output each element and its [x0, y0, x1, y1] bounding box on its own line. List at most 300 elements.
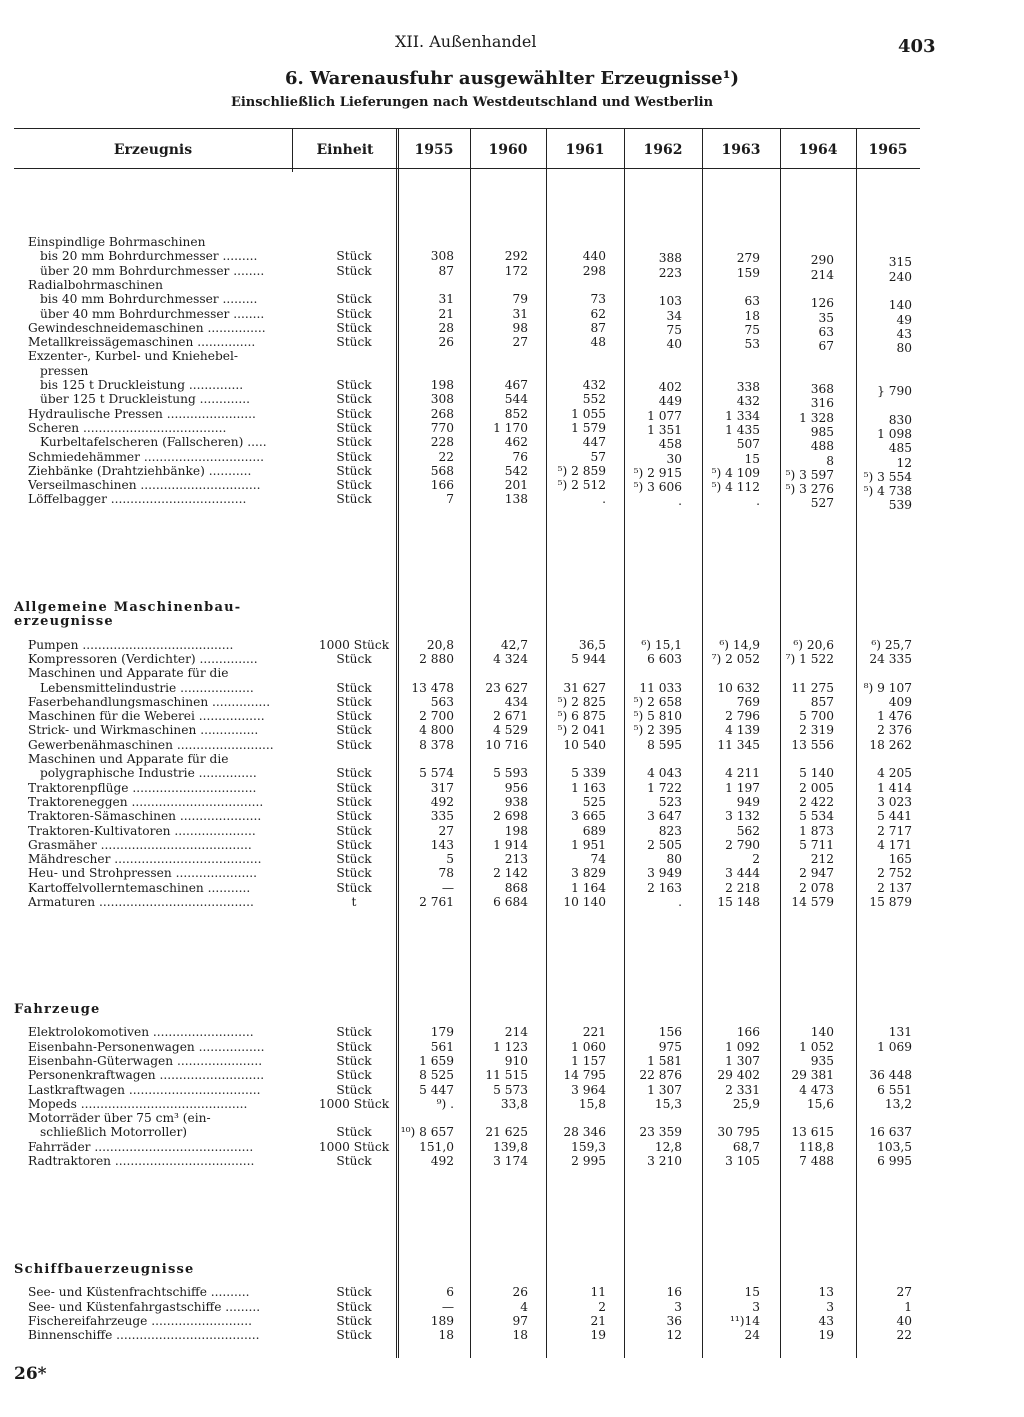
cell-1955: 5 447: [419, 1082, 454, 1097]
row-label: Mähdrescher ......................................: [28, 852, 262, 867]
table-row: [0, 249, 1024, 270]
cell-1955: 13 478: [411, 680, 454, 695]
cell-1963: 432: [736, 394, 760, 409]
row-label: über 125 t Druckleistung .............: [40, 392, 251, 407]
cell-1964: 5 711: [799, 837, 834, 852]
cell-1965: 18 262: [869, 737, 912, 752]
row-label: Mopeds ...........................................: [28, 1096, 248, 1111]
cell-1964: 5 700: [799, 709, 834, 724]
cell-1962: 103: [658, 294, 682, 309]
cell-1962: 975: [658, 1039, 682, 1054]
cell-1961: 689: [582, 823, 606, 838]
table-row: [0, 809, 1024, 823]
cell-1961: ⁵) 2 859: [557, 463, 606, 478]
row-unit: Stück: [336, 1025, 372, 1040]
cell-1965: 240: [888, 269, 912, 284]
cell-1955: 568: [430, 463, 454, 478]
row-label: Löffelbagger ...................................: [28, 492, 247, 507]
cell-1961: 1 157: [571, 1053, 606, 1068]
cell-1965: 2 137: [877, 880, 912, 895]
cell-1955: 143: [430, 837, 454, 852]
cell-1964: 5 140: [799, 766, 834, 781]
cell-1965: 6 995: [877, 1154, 912, 1168]
table-row: [0, 364, 1024, 378]
cell-1962: 1 307: [647, 1082, 682, 1097]
cell-1960: 172: [504, 263, 528, 278]
cell-1961: 525: [582, 794, 606, 809]
row-label: Kurbeltafelscheren (Fallscheren) .....: [40, 435, 267, 450]
cell-1963: 2 790: [725, 837, 760, 852]
cell-1963: 1 197: [725, 780, 760, 795]
row-label: Eisenbahn-Güterwagen ......................: [28, 1053, 263, 1068]
cell-1965: ⁵) 4 738: [863, 484, 912, 499]
cell-1962: 156: [658, 1025, 682, 1040]
cell-1963: 562: [736, 823, 760, 838]
cell-1963: 4 139: [725, 723, 760, 738]
cell-1955: 20,8: [426, 637, 454, 652]
row-unit: 1000 Stück: [318, 1139, 390, 1154]
table-row: [0, 881, 1024, 895]
cell-1961: 3 829: [571, 866, 606, 881]
row-unit: Stück: [336, 292, 372, 307]
cell-1964: ⁵) 3 597: [785, 467, 834, 482]
cell-1963: 2 796: [725, 709, 760, 724]
table-row: [0, 492, 1024, 513]
cell-1963: 63: [744, 294, 760, 309]
cell-1955: 2 700: [419, 709, 454, 724]
table-row: [0, 406, 1024, 427]
cell-1955: 563: [430, 694, 454, 709]
cell-1961: 2: [598, 1299, 606, 1314]
cell-1965: 40: [896, 1313, 912, 1328]
cell-1955: 179: [430, 1025, 454, 1040]
row-unit: Stück: [336, 680, 372, 695]
row-label: Heu- und Strohpressen .....................: [28, 866, 257, 881]
row-label: Metallkreissägemaschinen ...............: [28, 335, 256, 350]
section-title: Fahrzeuge: [14, 1002, 101, 1017]
cell-1965: 830: [888, 412, 912, 427]
cell-1960: 544: [504, 392, 528, 407]
cell-1965: 4 205: [877, 766, 912, 781]
table-row: [0, 895, 1024, 909]
cell-1965: 24 335: [869, 651, 912, 666]
col-header-1963: 1963: [721, 142, 761, 158]
cell-1965: ⁵) 3 554: [863, 469, 912, 484]
cell-1960: 5 593: [493, 766, 528, 781]
cell-1962: .: [678, 895, 682, 909]
cell-1955: 151,0: [419, 1139, 454, 1154]
cell-1955: 6: [446, 1285, 454, 1300]
row-unit: Stück: [336, 406, 372, 421]
cell-1961: 1 060: [571, 1039, 606, 1054]
cell-1962: ⁵) 3 606: [633, 480, 682, 495]
cell-1965: 1 476: [877, 709, 912, 724]
row-label: Traktoren-Kultivatoren .....................: [28, 823, 256, 838]
cell-1964: 1 328: [799, 410, 834, 425]
table-row: [0, 449, 1024, 470]
cell-1965: ⁸) 9 107: [863, 680, 912, 695]
cell-1961: 3 665: [571, 809, 606, 824]
col-header-1965: 1965: [868, 142, 908, 158]
cell-1960: 213: [504, 852, 528, 867]
cell-1963: 75: [744, 322, 760, 337]
table-row: [0, 1040, 1024, 1054]
cell-1961: 15,8: [578, 1096, 606, 1111]
cell-1962: 8 595: [647, 737, 682, 752]
row-unit: Stück: [336, 335, 372, 350]
cell-1964: ⁵) 3 276: [785, 482, 834, 497]
cell-1964: 212: [810, 852, 834, 867]
row-label: Schmiedehämmer ...............................: [28, 449, 264, 464]
cell-1962: 1 077: [647, 408, 682, 423]
cell-1961: 1 951: [571, 837, 606, 852]
row-unit: Stück: [336, 809, 372, 824]
cell-1960: 956: [504, 780, 528, 795]
cell-1962: ⁶) 15,1: [641, 637, 682, 652]
cell-1962: 223: [658, 265, 682, 280]
cell-1965: 27: [896, 1285, 912, 1300]
cell-1963: 18: [744, 308, 760, 323]
cell-1963: ⁵) 4 112: [711, 480, 760, 495]
row-unit: Stück: [336, 837, 372, 852]
row-unit: Stück: [336, 1068, 372, 1083]
cell-1963: 4 211: [725, 766, 760, 781]
cell-1965: 140: [888, 298, 912, 313]
table-row: [0, 1314, 1024, 1328]
cell-1960: 27: [512, 335, 528, 350]
row-label: Kartoffelvollerntemaschinen ...........: [28, 880, 251, 895]
cell-1960: 1 170: [493, 420, 528, 435]
cell-1962: 1 722: [647, 780, 682, 795]
cell-1963: 29 402: [717, 1068, 760, 1083]
cell-1963: 769: [736, 694, 760, 709]
row-label: Ziehbänke (Drahtziehbänke) ...........: [28, 463, 252, 478]
cell-1964: 15,6: [806, 1096, 834, 1111]
cell-1962: 3 647: [647, 809, 682, 824]
cell-1965: 13,2: [884, 1096, 912, 1111]
cell-1963: 3 132: [725, 809, 760, 824]
row-unit: Stück: [336, 737, 372, 752]
row-unit: 1000 Stück: [318, 1096, 390, 1111]
cell-1964: 2 947: [799, 866, 834, 881]
cell-1964: 3: [826, 1299, 834, 1314]
cell-1965: 1 069: [877, 1039, 912, 1054]
cell-1960: 938: [504, 794, 528, 809]
cell-1963: 24: [744, 1328, 760, 1343]
table-row: [0, 638, 1024, 652]
cell-1963: 25,9: [732, 1096, 760, 1111]
row-label: bis 20 mm Bohrdurchmesser .........: [40, 249, 258, 264]
cell-1960: 1 914: [493, 837, 528, 852]
cell-1961: 5 944: [571, 651, 606, 666]
table-row: [0, 435, 1024, 456]
cell-1965: 539: [888, 498, 912, 513]
page-footer-signature: 26*: [14, 1364, 47, 1384]
cell-1955: 198: [430, 378, 454, 392]
cell-1965: 3 023: [877, 794, 912, 809]
row-unit: Stück: [336, 1053, 372, 1068]
cell-1964: 368: [810, 382, 834, 396]
cell-1962: ⁵) 2 395: [633, 723, 682, 738]
cell-1964: 290: [810, 253, 834, 268]
cell-1962: 40: [666, 337, 682, 352]
cell-1964: 43: [818, 1313, 834, 1328]
header-rule-bottom: [14, 168, 920, 169]
cell-1965: ⁶) 25,7: [871, 637, 912, 652]
cell-1955: 22: [438, 449, 454, 464]
cell-1961: 36,5: [578, 637, 606, 652]
cell-1965: 2 717: [877, 823, 912, 838]
cell-1961: 48: [590, 335, 606, 350]
cell-1960: 910: [504, 1053, 528, 1068]
table-row: [0, 723, 1024, 737]
row-label: polygraphische Industrie ...............: [40, 766, 257, 781]
cell-1961: ⁵) 2 512: [557, 478, 606, 493]
cell-1963: 2 331: [725, 1082, 760, 1097]
cell-1955: 27: [438, 823, 454, 838]
cell-1964: ⁶) 20,6: [793, 637, 834, 652]
cell-1963: 1 334: [725, 408, 760, 423]
cell-1961: 1 163: [571, 780, 606, 795]
table-row: [0, 824, 1024, 838]
cell-1960: 2 142: [493, 866, 528, 881]
col-header-1955: 1955: [414, 142, 454, 158]
cell-1961: 28 346: [563, 1125, 606, 1140]
row-unit: Stück: [336, 492, 372, 507]
cell-1962: 80: [666, 852, 682, 867]
cell-1960: 4 324: [493, 651, 528, 666]
cell-1960: 98: [512, 320, 528, 335]
cell-1964: 316: [810, 396, 834, 411]
row-label: See- und Küstenfrachtschiffe ..........: [28, 1285, 250, 1300]
row-label: Lebensmittelindustrie ...................: [40, 680, 254, 695]
row-unit: Stück: [336, 766, 372, 781]
cell-1962: 12,8: [654, 1139, 682, 1154]
cell-1961: 1 164: [571, 880, 606, 895]
cell-1961: 298: [582, 263, 606, 278]
table-row: [0, 1025, 1024, 1039]
table-row: [0, 1125, 1024, 1139]
row-label: bis 125 t Druckleistung ..............: [40, 378, 244, 392]
cell-1960: 21 625: [485, 1125, 528, 1140]
table-row: [0, 1328, 1024, 1342]
cell-1960: 10 716: [485, 737, 528, 752]
table-row: [0, 306, 1024, 327]
cell-1961: 73: [590, 292, 606, 307]
cell-1964: 63: [818, 324, 834, 339]
cell-1964: 527: [810, 496, 834, 511]
cell-1962: 30: [666, 451, 682, 466]
row-label: Personenkraftwagen ...........................: [28, 1068, 265, 1083]
cell-1955: 308: [430, 249, 454, 264]
cell-1965: 4 171: [877, 837, 912, 852]
cell-1965: 131: [888, 1025, 912, 1040]
row-label: Kompressoren (Verdichter) ...............: [28, 651, 258, 666]
cell-1964: 118,8: [799, 1139, 834, 1154]
cell-1955: 561: [430, 1039, 454, 1054]
row-unit: Stück: [336, 651, 372, 666]
row-unit: Stück: [336, 1285, 372, 1300]
row-label: Faserbehandlungsmaschinen ...............: [28, 694, 271, 709]
row-unit: Stück: [336, 1125, 372, 1140]
cell-1961: 2 995: [571, 1154, 606, 1168]
cell-1963: 507: [736, 437, 760, 452]
cell-1955: —: [441, 880, 454, 895]
cell-1955: 26: [438, 335, 454, 350]
cell-1964: 35: [818, 310, 834, 325]
row-unit: Stück: [336, 478, 372, 493]
cell-1963: 338: [736, 380, 760, 394]
row-unit: Stück: [336, 1082, 372, 1097]
cell-1955: 18: [438, 1328, 454, 1343]
cell-1962: 823: [658, 823, 682, 838]
cell-1962: 23 359: [639, 1125, 682, 1140]
row-unit: Stück: [336, 420, 372, 435]
table-row: [0, 1300, 1024, 1314]
cell-1964: 13 556: [791, 737, 834, 752]
cell-1960: 462: [504, 435, 528, 450]
cell-1962: 402: [658, 380, 682, 394]
row-label: Radialbohrmaschinen: [28, 277, 163, 292]
row-label: See- und Küstenfahrgastschiffe .........: [28, 1299, 261, 1314]
cell-1955: 2 761: [419, 895, 454, 909]
cell-1960: 852: [504, 406, 528, 421]
table-subtitle: Einschließlich Lieferungen nach Westdeutschland und Westberlin: [230, 95, 714, 110]
cell-1960: 467: [504, 378, 528, 392]
cell-1963: 159: [736, 265, 760, 280]
cell-1961: 1 055: [571, 406, 606, 421]
cell-1965: 315: [888, 255, 912, 270]
row-label: Strick- und Wirkmaschinen ...............: [28, 723, 259, 738]
cell-1955: 228: [430, 435, 454, 450]
cell-1965: 485: [888, 441, 912, 456]
cell-1963: 10 632: [717, 680, 760, 695]
table-row: [0, 666, 1024, 680]
cell-1955: 492: [430, 1154, 454, 1168]
row-label: Radtraktoren ....................................: [28, 1154, 255, 1168]
cell-1955: 4 800: [419, 723, 454, 738]
cell-1962: 15,3: [654, 1096, 682, 1111]
cell-1963: ¹¹)14: [729, 1313, 760, 1328]
cell-1955: 87: [438, 263, 454, 278]
cell-1955: 189: [430, 1313, 454, 1328]
cell-1955: 28: [438, 320, 454, 335]
cell-1964: 2 078: [799, 880, 834, 895]
col-rule-1: [292, 128, 293, 172]
cell-1960: 31: [512, 306, 528, 321]
row-label: Fischereifahrzeuge ..........................: [28, 1313, 252, 1328]
cell-1955: 5: [446, 852, 454, 867]
cell-1955: 31: [438, 292, 454, 307]
row-label: Maschinen für die Weberei .................: [28, 709, 265, 724]
cell-1960: 6 684: [493, 895, 528, 909]
cell-1955: 7: [446, 492, 454, 507]
row-label: Grasmäher .......................................: [28, 837, 252, 852]
cell-1963: 11 345: [717, 737, 760, 752]
cell-1962: 34: [666, 308, 682, 323]
cell-1962: 3 949: [647, 866, 682, 881]
cell-1963: 15 148: [717, 895, 760, 909]
cell-1963: 2: [752, 852, 760, 867]
cell-1960: 18: [512, 1328, 528, 1343]
cell-1964: 2 319: [799, 723, 834, 738]
section-title: Schiffbauerzeugnisse: [14, 1262, 195, 1277]
cell-1962: 458: [658, 437, 682, 452]
cell-1964: 7 488: [799, 1154, 834, 1168]
cell-1955: —: [441, 1299, 454, 1314]
cell-1962: 523: [658, 794, 682, 809]
cell-1962: 2 163: [647, 880, 682, 895]
cell-1961: 10 540: [563, 737, 606, 752]
cell-1965: 6 551: [877, 1082, 912, 1097]
row-unit: t: [351, 895, 357, 909]
row-unit: Stück: [336, 866, 372, 881]
cell-1964: 2 005: [799, 780, 834, 795]
cell-1955: 308: [430, 392, 454, 407]
row-label: Gewerbenähmaschinen .........................: [28, 737, 274, 752]
cell-1961: 31 627: [563, 680, 606, 695]
row-unit: Stück: [336, 1328, 372, 1343]
cell-1955: 268: [430, 406, 454, 421]
table-row: [0, 852, 1024, 866]
cell-1961: 440: [582, 249, 606, 264]
cell-1960: 138: [504, 492, 528, 507]
cell-1965: 80: [896, 341, 912, 356]
cell-1964: 13: [818, 1285, 834, 1300]
table-row: [0, 392, 1024, 411]
cell-1960: 542: [504, 463, 528, 478]
cell-1963: ⁶) 14,9: [719, 637, 760, 652]
row-label: Traktoren-Sämaschinen .....................: [28, 809, 262, 824]
row-label: pressen: [40, 363, 89, 378]
cell-1964: 19: [818, 1328, 834, 1343]
row-unit: Stück: [336, 463, 372, 478]
cell-1964: 13 615: [791, 1125, 834, 1140]
row-unit: Stück: [336, 852, 372, 867]
cell-1955: 2 880: [419, 651, 454, 666]
cell-1963: 30 795: [717, 1125, 760, 1140]
table-row: [0, 695, 1024, 709]
table-row: [0, 335, 1024, 356]
cell-1960: 23 627: [485, 680, 528, 695]
cell-1965: 2 752: [877, 866, 912, 881]
cell-1962: 12: [666, 1328, 682, 1343]
col-header-1962: 1962: [643, 142, 683, 158]
table-row: [0, 1068, 1024, 1082]
cell-1961: 10 140: [563, 895, 606, 909]
row-unit: Stück: [336, 723, 372, 738]
cell-1965: 22: [896, 1328, 912, 1343]
cell-1961: 62: [590, 306, 606, 321]
row-unit: Stück: [336, 880, 372, 895]
cell-1955: 335: [430, 809, 454, 824]
cell-1965: 43: [896, 326, 912, 341]
col-header-unit: Einheit: [316, 142, 374, 158]
cell-1962: 6 603: [647, 651, 682, 666]
cell-1960: 139,8: [493, 1139, 528, 1154]
row-unit: Stück: [336, 694, 372, 709]
cell-1960: 97: [512, 1313, 528, 1328]
row-label: über 20 mm Bohrdurchmesser ........: [40, 263, 265, 278]
cell-1964: 67: [818, 339, 834, 354]
cell-1962: 16: [666, 1285, 682, 1300]
cell-1965: 5 441: [877, 809, 912, 824]
row-unit: Stück: [336, 263, 372, 278]
cell-1960: 292: [504, 249, 528, 264]
cell-1962: 2 505: [647, 837, 682, 852]
cell-1962: 388: [658, 251, 682, 266]
cell-1963: 3 105: [725, 1154, 760, 1168]
